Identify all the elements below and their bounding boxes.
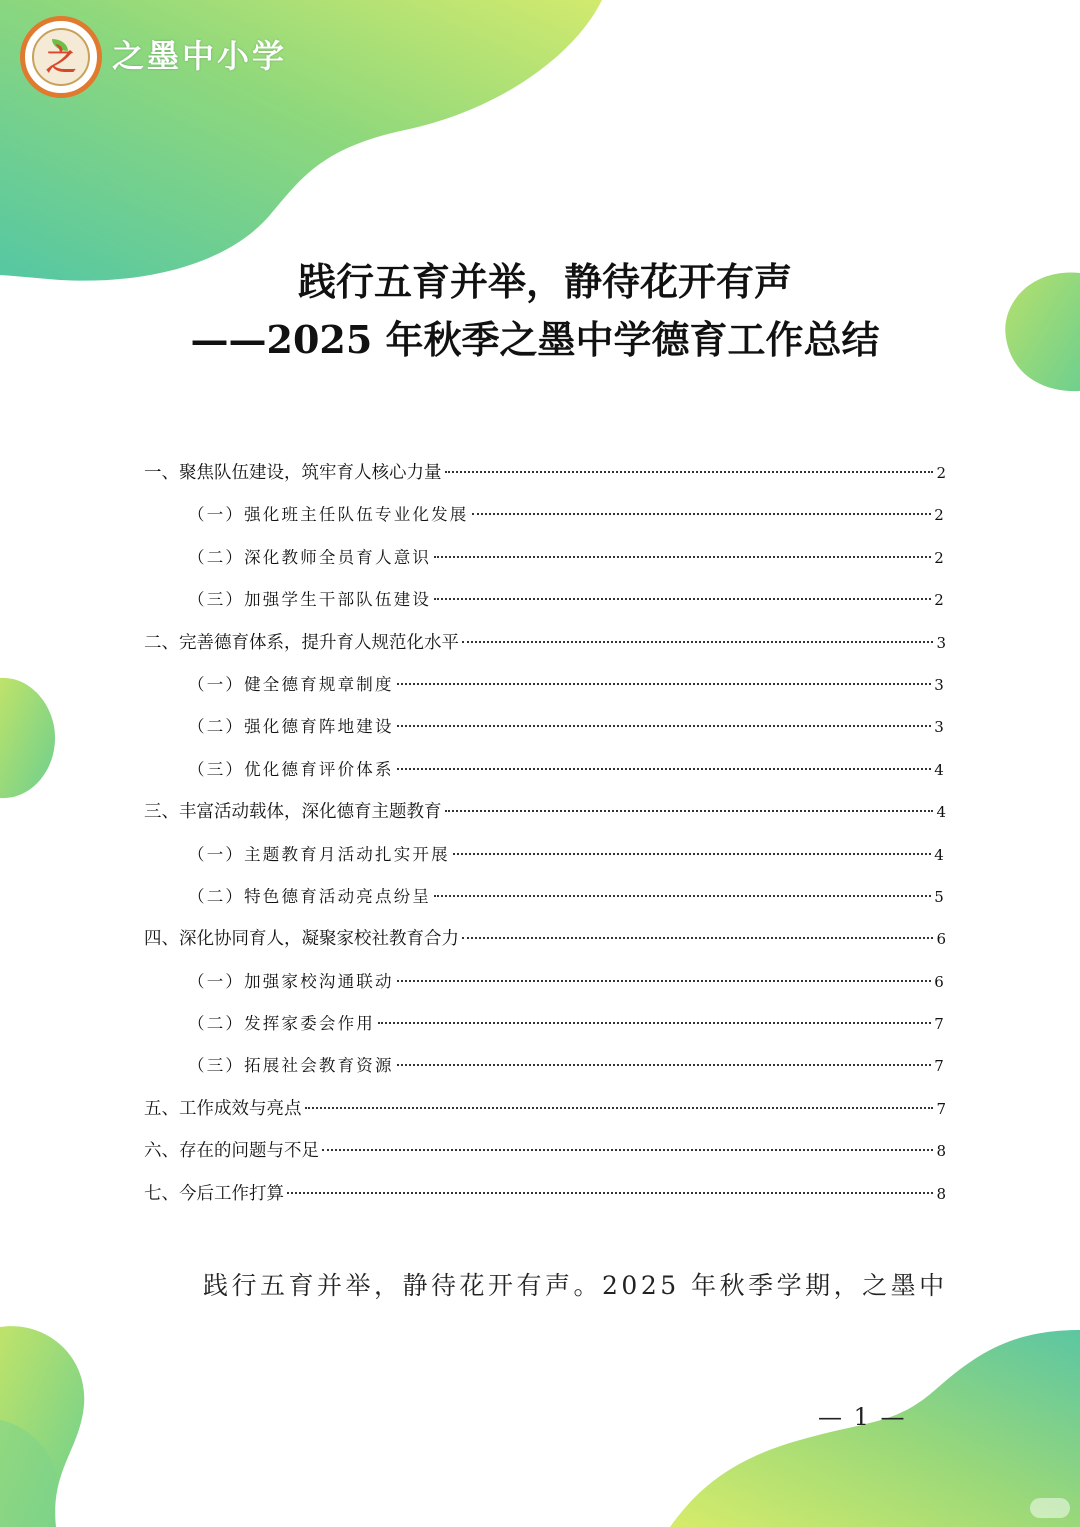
logo-glyph: 之 (46, 43, 76, 78)
toc-entry-label: （一）主题教育月活动扎实开展 (188, 844, 450, 864)
toc-page-number: 2 (934, 548, 946, 567)
toc-subsection-entry[interactable] (144, 879, 946, 921)
toc-dot-leader (434, 895, 931, 897)
toc-subsection-entry[interactable] (144, 582, 946, 624)
toc-dot-leader (305, 1107, 934, 1109)
toc-section-entry[interactable] (144, 1091, 946, 1133)
toc-page-number: 2 (934, 506, 946, 525)
toc-page-number: 7 (934, 1057, 946, 1076)
corner-watermark (1030, 1498, 1070, 1518)
toc-section-entry[interactable] (144, 1176, 946, 1218)
toc-subsection-entry[interactable] (144, 709, 946, 751)
toc-subsection-entry[interactable] (144, 497, 946, 539)
toc-dot-leader (397, 980, 932, 982)
toc-entry-label: （三）拓展社会教育资源 (188, 1056, 394, 1076)
toc-page-number: 4 (936, 803, 946, 822)
toc-page-number: 3 (934, 718, 946, 737)
toc-entry-label: （三）加强学生干部队伍建设 (188, 590, 432, 610)
toc-page-number: 4 (934, 760, 946, 779)
toc-page-number: 6 (934, 972, 946, 991)
toc-page-number: 7 (936, 1099, 946, 1118)
school-name: 之墨中小学 (112, 37, 288, 75)
toc-dot-leader (397, 725, 932, 727)
toc-entry-label: （二）特色德育活动亮点纷呈 (188, 886, 432, 906)
toc-entry-label: （二）强化德育阵地建设 (188, 717, 394, 737)
toc-dot-leader (462, 937, 933, 939)
logo-emblem (32, 28, 90, 86)
toc-dot-leader (397, 683, 932, 685)
toc-dot-leader (397, 768, 932, 770)
toc-dot-leader (434, 598, 931, 600)
page-number: — 1 — (818, 1403, 907, 1431)
toc-entry-label: 三、丰富活动载体，深化德育主题教育 (144, 802, 442, 823)
toc-dot-leader (472, 513, 932, 515)
toc-dot-leader (322, 1149, 933, 1151)
toc-entry-label: 二、完善德育体系，提升育人规范化水平 (144, 632, 459, 653)
toc-dot-leader (445, 810, 934, 812)
toc-entry-label: （一）健全德育规章制度 (188, 674, 394, 694)
toc-entry-label: 四、深化协同育人，凝聚家校社教育合力 (144, 929, 459, 950)
toc-dot-leader (434, 556, 931, 558)
toc-dot-leader (287, 1192, 933, 1194)
toc-subsection-entry[interactable] (144, 1048, 946, 1090)
toc-entry-label: 六、存在的问题与不足 (144, 1141, 319, 1162)
toc-entry-label: （三）优化德育评价体系 (188, 759, 394, 779)
toc-subsection-entry[interactable] (144, 964, 946, 1006)
toc-section-entry[interactable] (144, 921, 946, 963)
toc-entry-label: 五、工作成效与亮点 (144, 1098, 302, 1119)
toc-dot-leader (445, 471, 934, 473)
toc-dot-leader (397, 1064, 932, 1066)
toc-subsection-entry[interactable] (144, 540, 946, 582)
toc-entry-label: （二）深化教师全员育人意识 (188, 547, 432, 567)
toc-section-entry[interactable] (144, 625, 946, 667)
toc-entry-label: 七、今后工作打算 (144, 1183, 284, 1204)
toc-subsection-entry[interactable] (144, 837, 946, 879)
toc-subsection-entry[interactable] (144, 752, 946, 794)
toc-dot-leader (462, 641, 933, 643)
toc-entry-label: 一、聚焦队伍建设，筑牢育人核心力量 (144, 463, 442, 483)
toc-dot-leader (453, 853, 931, 855)
toc-subsection-entry[interactable] (144, 667, 946, 709)
toc-section-entry[interactable] (144, 1133, 946, 1175)
left-mid-blob (0, 678, 55, 798)
toc-subsection-entry[interactable] (144, 1006, 946, 1048)
toc-dot-leader (378, 1022, 931, 1024)
toc-page-number: 3 (936, 633, 946, 652)
toc-page-number: 8 (936, 1142, 946, 1161)
toc-page-number: 7 (934, 1015, 946, 1034)
school-logo (20, 16, 102, 98)
toc-page-number: 3 (934, 675, 946, 694)
table-of-contents (144, 455, 946, 1218)
toc-entry-label: （一）加强家校沟通联动 (188, 971, 394, 991)
toc-page-number: 2 (936, 464, 946, 482)
toc-section-entry[interactable] (144, 455, 946, 497)
toc-page-number: 6 (936, 930, 946, 949)
toc-section-entry[interactable] (144, 794, 946, 836)
document-title: 践行五育并举，静待花开有声 (297, 259, 792, 304)
document-subtitle: ——2025 年秋季之墨中学德育工作总结 (190, 317, 880, 362)
toc-page-number: 4 (934, 845, 946, 864)
toc-entry-label: （二）发挥家委会作用 (188, 1014, 375, 1034)
body-paragraph: 践行五育并举，静待花开有声。2025 年秋季学期，之墨中 (203, 1271, 948, 1300)
toc-page-number: 5 (934, 887, 946, 906)
toc-page-number: 2 (934, 591, 946, 610)
toc-page-number: 8 (936, 1184, 946, 1203)
toc-entry-label: （一）强化班主任队伍专业化发展 (188, 505, 469, 525)
